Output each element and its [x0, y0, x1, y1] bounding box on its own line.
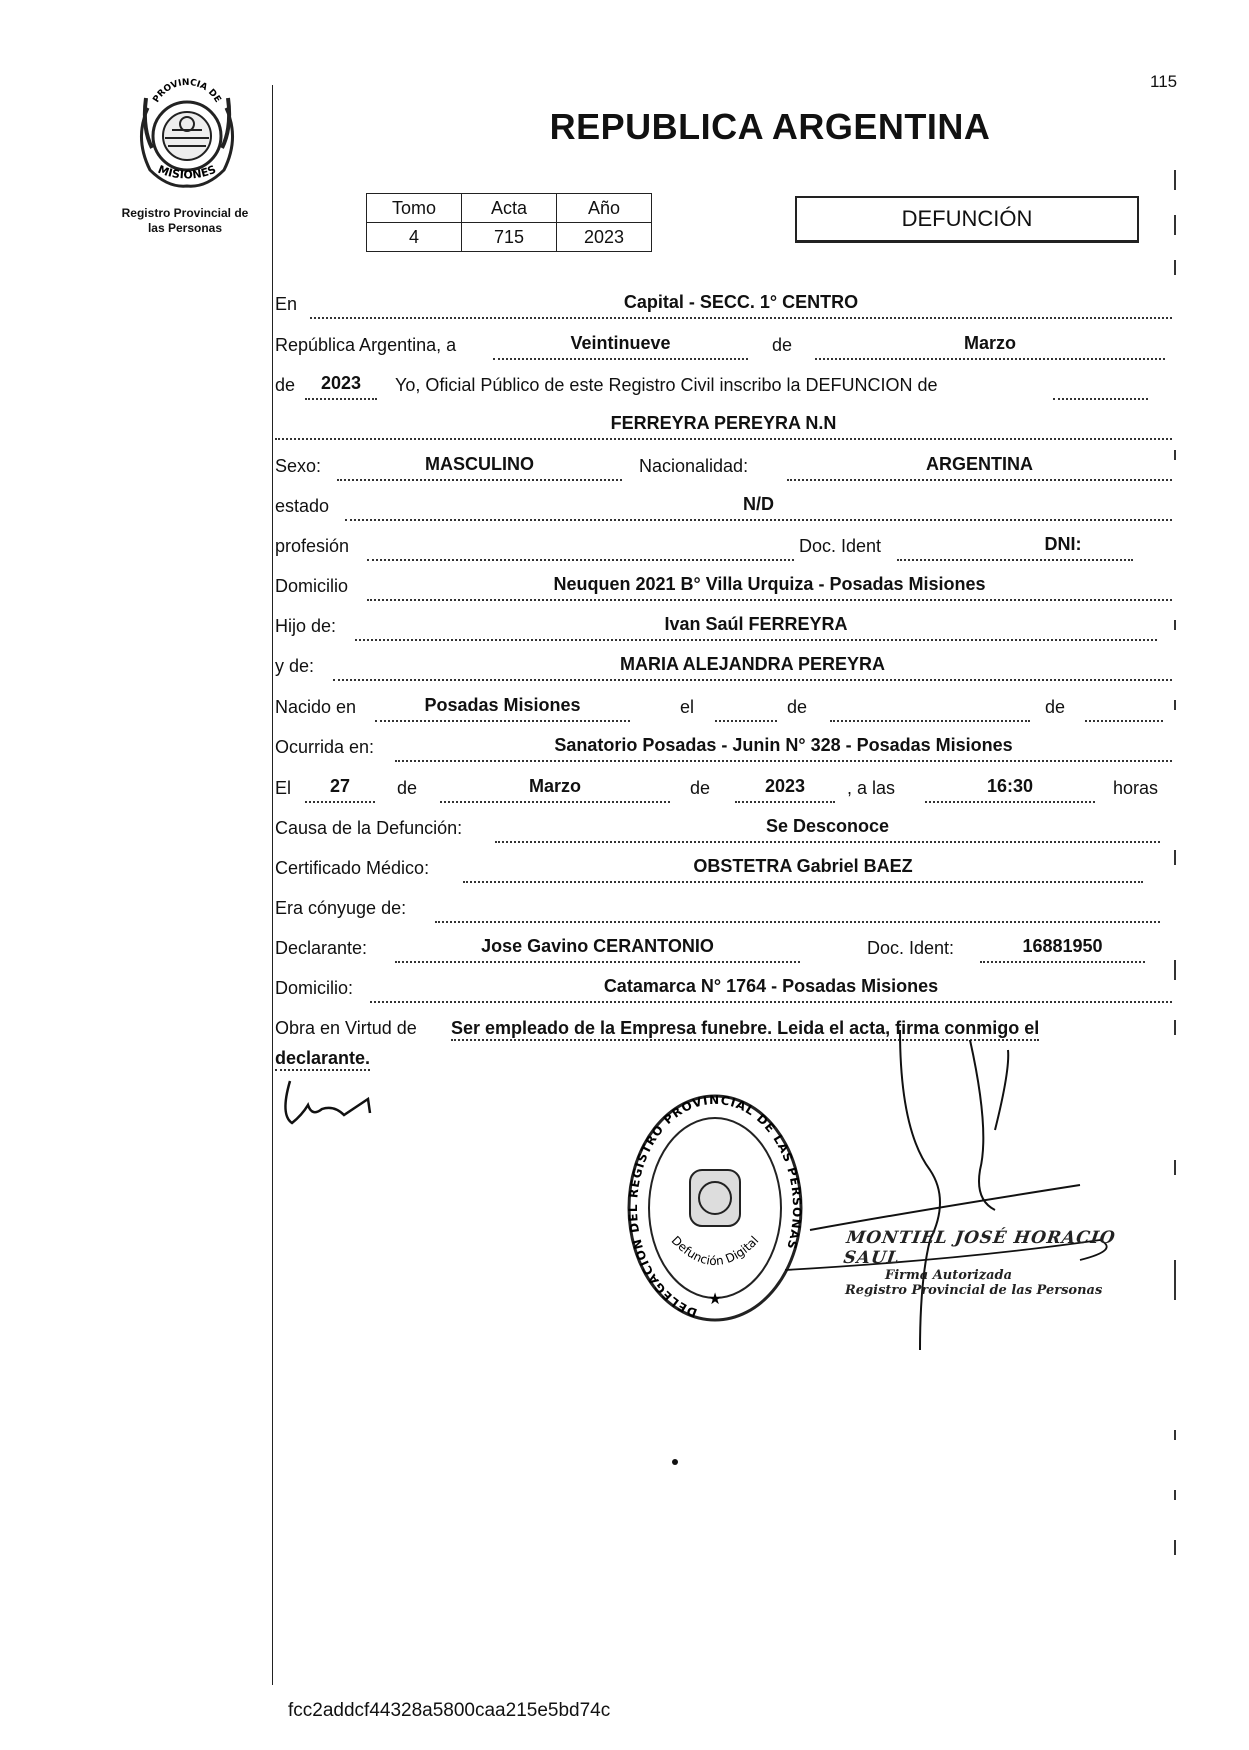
row-nacimiento: [275, 695, 1175, 729]
issuer-caption: [100, 206, 270, 236]
registry-header-anio: Año: [557, 194, 652, 223]
row-profesion: [275, 534, 1175, 568]
stamp-ring-text: DELEGACION DEL REGISTRO PROVINCIAL DE LAS PERSONAS: [626, 1092, 805, 1320]
label-domicilio: Domicilio: [275, 576, 349, 596]
field-anio-def: 2023: [735, 776, 835, 803]
row-domicilio: [275, 574, 1175, 608]
field-declarante-domicilio: Catamarca N° 1764 - Posadas Misiones: [370, 976, 1172, 1003]
official-name: MONTIEL JOSÉ HORACIO SAUL: [842, 1228, 1117, 1268]
field-declarante-doc: 16881950: [980, 936, 1145, 963]
field-lugar: Capital - SECC. 1° CENTRO: [310, 292, 1172, 319]
doc-tipo-text: DNI:: [1044, 534, 1082, 554]
row-sexo: [275, 454, 1175, 488]
label-profesion: profesión: [275, 536, 350, 556]
field-blank-1: [1053, 373, 1148, 400]
crest-top-text: PROVINCIA DE: [151, 78, 223, 105]
field-nacionalidad: ARGENTINA: [787, 454, 1172, 481]
label-el: el: [680, 697, 695, 717]
official-stamp: [625, 1090, 805, 1326]
label-nacionalidad: Nacionalidad:: [639, 456, 749, 476]
field-fallecido: FERREYRA PEREYRA N.N: [275, 413, 1172, 440]
province-crest-logo: [128, 78, 246, 194]
row-ocurrida: [275, 735, 1175, 769]
field-nac-mes: [830, 695, 1030, 722]
row-declarante: [275, 936, 1175, 970]
field-sexo: MASCULINO: [337, 454, 622, 481]
document-hash: fcc2addcf44328a5800caa215e5bd74c: [288, 1700, 611, 1721]
row-padre: [275, 614, 1175, 648]
right-margin-marks: [1170, 160, 1180, 1680]
label-sexo: Sexo:: [275, 456, 322, 476]
row-estado: [275, 494, 1175, 528]
label-de-6: de: [690, 778, 711, 798]
page-number: 115: [1150, 72, 1178, 91]
label-de-5: de: [397, 778, 418, 798]
field-obra-text: Ser empleado de la Empresa funebre. Leida el acta, firma conmigo el: [451, 1018, 1039, 1041]
official-title: Firma Autorizada: [885, 1268, 1013, 1283]
row-declarante-domicilio: [275, 976, 1175, 1010]
registry-header-row: [367, 194, 652, 223]
row-causa: [275, 816, 1175, 850]
stamp-star-icon: ★: [707, 1289, 723, 1308]
registry-value-anio: 2023: [557, 223, 652, 252]
label-de-4: de: [1045, 697, 1066, 717]
field-mes: Marzo: [815, 333, 1165, 360]
registry-value-tomo: 4: [367, 223, 462, 252]
field-padre: Ivan Saúl FERREYRA: [355, 614, 1157, 641]
field-nacido-en: Posadas Misiones: [375, 695, 630, 722]
label-hijo-de: Hijo de:: [275, 616, 337, 636]
label-doc-ident-2: Doc. Ident:: [867, 938, 955, 958]
field-dia-def: 27: [305, 776, 375, 803]
field-declarante: Jose Gavino CERANTONIO: [395, 936, 800, 963]
label-de-2: de: [275, 375, 296, 395]
row-fecha-inscripcion: [275, 333, 1175, 367]
field-domicilio: Neuquen 2021 B° Villa Urquiza - Posadas Misiones: [367, 574, 1172, 601]
field-ocurrida-en: Sanatorio Posadas - Junin N° 328 - Posadas Misiones: [395, 735, 1172, 762]
row-certificado: [275, 856, 1175, 890]
row-fecha-defuncion: [275, 776, 1175, 810]
label-republica: República Argentina, a: [275, 335, 457, 355]
label-causa: Causa de la Defunción:: [275, 818, 463, 838]
label-horas: horas: [1113, 778, 1159, 798]
row-conyuge: [275, 896, 1175, 930]
field-profesion: [367, 534, 794, 561]
field-dia-letras: Veintinueve: [493, 333, 748, 360]
label-de-3: de: [787, 697, 808, 717]
label-en: En: [275, 294, 298, 314]
field-conyuge: [435, 896, 1160, 923]
field-nac-anio: [1085, 695, 1163, 722]
registry-value-acta: 715: [462, 223, 557, 252]
official-signature-strokes: [780, 1010, 1120, 1370]
label-declarante: Declarante:: [275, 938, 368, 958]
label-nacido-en: Nacido en: [275, 697, 357, 717]
label-obra: Obra en Virtud de: [275, 1018, 417, 1038]
stray-dot: [672, 1459, 678, 1465]
issuer-line-2: las Personas: [147, 221, 223, 235]
label-estado: estado: [275, 496, 330, 516]
row-anio-inscripcion: [275, 373, 1175, 407]
official-signature-block: [842, 1228, 1125, 1298]
stamp-inner-text: Defunción Digital: [668, 1233, 762, 1269]
field-mes-def: Marzo: [440, 776, 670, 803]
field-estado: N/D: [345, 494, 1172, 521]
label-yo-oficial: Yo, Oficial Público de este Registro Civil inscribo la DEFUNCION de: [395, 375, 938, 395]
field-hora: 16:30: [925, 776, 1095, 803]
row-madre: [275, 654, 1175, 688]
row-lugar: [275, 292, 1175, 326]
row-fallecido: [275, 413, 1175, 447]
field-causa: Se Desconoce: [495, 816, 1160, 843]
registry-header-acta: Acta: [462, 194, 557, 223]
label-a-las: , a las: [847, 778, 896, 798]
registry-table: [366, 193, 652, 252]
document-title: REPUBLICA ARGENTINA: [549, 106, 991, 147]
crest-bottom-text: MISIONES: [156, 162, 219, 182]
margin-rule: [272, 85, 273, 1685]
label-doc-ident: Doc. Ident: [799, 536, 882, 556]
label-ocurrida-en: Ocurrida en:: [275, 737, 375, 757]
official-office: Registro Provincial de las Personas: [845, 1283, 1103, 1298]
record-type-box: DEFUNCIÓN: [795, 196, 1139, 243]
field-anio: 2023: [305, 373, 377, 400]
label-conyuge: Era cónyuge de:: [275, 898, 407, 918]
label-certificado: Certificado Médico:: [275, 858, 430, 878]
label-de-1: de: [772, 335, 793, 355]
label-domicilio-2: Domicilio:: [275, 978, 354, 998]
issuer-line-1: Registro Provincial de: [121, 206, 249, 220]
declarant-signature: [278, 1075, 388, 1135]
field-certificado: OBSTETRA Gabriel BAEZ: [463, 856, 1143, 883]
svg-text:MISIONES: [156, 163, 218, 182]
field-nac-dia: [715, 695, 777, 722]
field-obra-text-2: declarante.: [275, 1048, 370, 1071]
field-madre: MARIA ALEJANDRA PEREYRA: [333, 654, 1172, 681]
field-doc-tipo: [897, 534, 1133, 561]
label-el-cap: El: [275, 778, 292, 798]
label-y-de: y de:: [275, 656, 315, 676]
registry-header-tomo: Tomo: [367, 194, 462, 223]
registry-value-row: [367, 223, 652, 252]
svg-text:Defunción Digital: [669, 1233, 762, 1268]
